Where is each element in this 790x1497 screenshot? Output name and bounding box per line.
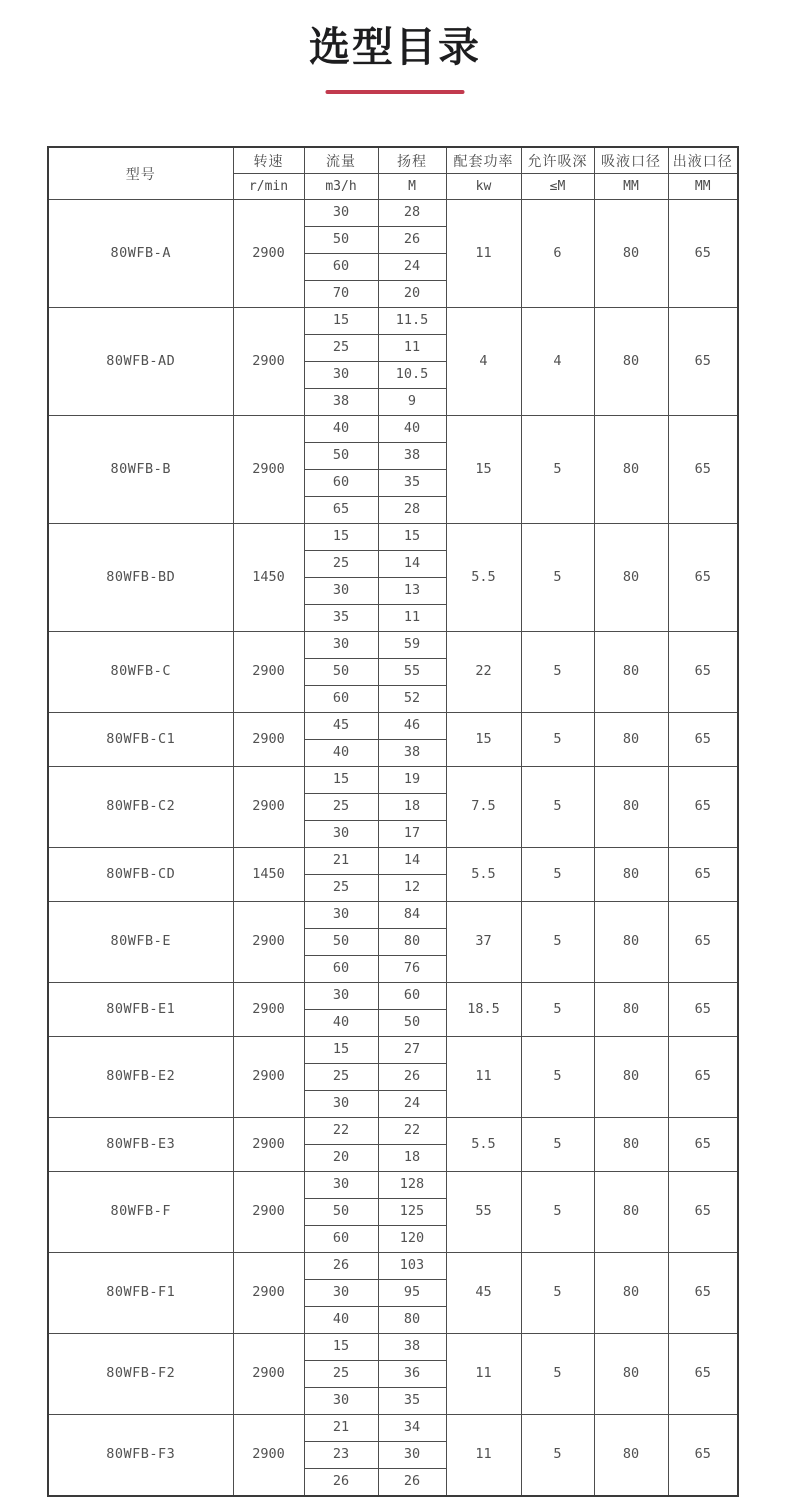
flow-cell: 60 xyxy=(304,470,378,497)
flow-cell: 30 xyxy=(304,902,378,929)
speed-cell: 2900 xyxy=(233,1037,304,1118)
head-cell: 35 xyxy=(378,1388,446,1415)
inlet-cell: 80 xyxy=(594,1334,668,1415)
table-row xyxy=(48,1415,738,1442)
head-cell: 18 xyxy=(378,1145,446,1172)
suction-cell: 5 xyxy=(521,767,594,848)
power-cell: 11 xyxy=(446,200,521,308)
flow-cell: 21 xyxy=(304,1415,378,1442)
outlet-cell: 65 xyxy=(668,1253,738,1334)
inlet-cell: 80 xyxy=(594,983,668,1037)
head-cell: 60 xyxy=(378,983,446,1010)
head-cell: 103 xyxy=(378,1253,446,1280)
suction-cell: 6 xyxy=(521,200,594,308)
inlet-cell: 80 xyxy=(594,713,668,767)
power-cell: 5.5 xyxy=(446,1118,521,1172)
outlet-cell: 65 xyxy=(668,632,738,713)
table-row xyxy=(48,1172,738,1199)
inlet-cell: 80 xyxy=(594,1172,668,1253)
header-head: 扬程 xyxy=(378,147,446,174)
flow-cell: 50 xyxy=(304,929,378,956)
head-cell: 34 xyxy=(378,1415,446,1442)
flow-cell: 65 xyxy=(304,497,378,524)
speed-cell: 2900 xyxy=(233,632,304,713)
flow-cell: 25 xyxy=(304,335,378,362)
outlet-cell: 65 xyxy=(668,848,738,902)
unit-suction: ≤M xyxy=(521,174,594,200)
speed-cell: 2900 xyxy=(233,308,304,416)
suction-cell: 5 xyxy=(521,416,594,524)
model-cell: 80WFB-C2 xyxy=(48,767,233,848)
speed-cell: 2900 xyxy=(233,1253,304,1334)
flow-cell: 70 xyxy=(304,281,378,308)
head-cell: 28 xyxy=(378,200,446,227)
head-cell: 20 xyxy=(378,281,446,308)
flow-cell: 25 xyxy=(304,794,378,821)
head-cell: 11 xyxy=(378,605,446,632)
selection-table xyxy=(47,146,739,1497)
outlet-cell: 65 xyxy=(668,416,738,524)
power-cell: 15 xyxy=(446,416,521,524)
model-cell: 80WFB-F xyxy=(48,1172,233,1253)
flow-cell: 22 xyxy=(304,1118,378,1145)
flow-cell: 50 xyxy=(304,1199,378,1226)
head-cell: 28 xyxy=(378,497,446,524)
head-cell: 12 xyxy=(378,875,446,902)
table-row xyxy=(48,1334,738,1361)
flow-cell: 15 xyxy=(304,308,378,335)
header-flow: 流量 xyxy=(304,147,378,174)
outlet-cell: 65 xyxy=(668,1037,738,1118)
head-cell: 40 xyxy=(378,416,446,443)
head-cell: 24 xyxy=(378,1091,446,1118)
speed-cell: 2900 xyxy=(233,1118,304,1172)
outlet-cell: 65 xyxy=(668,983,738,1037)
suction-cell: 5 xyxy=(521,1172,594,1253)
table-row xyxy=(48,1118,738,1145)
header-model: 型号 xyxy=(48,147,233,200)
outlet-cell: 65 xyxy=(668,1118,738,1172)
outlet-cell: 65 xyxy=(668,767,738,848)
flow-cell: 60 xyxy=(304,254,378,281)
flow-cell: 38 xyxy=(304,389,378,416)
power-cell: 22 xyxy=(446,632,521,713)
flow-cell: 30 xyxy=(304,1172,378,1199)
suction-cell: 4 xyxy=(521,308,594,416)
suction-cell: 5 xyxy=(521,848,594,902)
flow-cell: 60 xyxy=(304,686,378,713)
suction-cell: 5 xyxy=(521,1118,594,1172)
model-cell: 80WFB-AD xyxy=(48,308,233,416)
table-row xyxy=(48,767,738,794)
suction-cell: 5 xyxy=(521,983,594,1037)
power-cell: 11 xyxy=(446,1415,521,1497)
inlet-cell: 80 xyxy=(594,1253,668,1334)
flow-cell: 26 xyxy=(304,1253,378,1280)
outlet-cell: 65 xyxy=(668,524,738,632)
flow-cell: 45 xyxy=(304,713,378,740)
inlet-cell: 80 xyxy=(594,200,668,308)
suction-cell: 5 xyxy=(521,902,594,983)
flow-cell: 25 xyxy=(304,1064,378,1091)
power-cell: 7.5 xyxy=(446,767,521,848)
unit-speed: r/min xyxy=(233,174,304,200)
flow-cell: 30 xyxy=(304,821,378,848)
model-cell: 80WFB-CD xyxy=(48,848,233,902)
page-title: 选型目录 xyxy=(309,24,481,70)
head-cell: 52 xyxy=(378,686,446,713)
flow-cell: 40 xyxy=(304,1010,378,1037)
speed-cell: 2900 xyxy=(233,983,304,1037)
table-row xyxy=(48,713,738,740)
suction-cell: 5 xyxy=(521,1334,594,1415)
header-speed: 转速 xyxy=(233,147,304,174)
power-cell: 55 xyxy=(446,1172,521,1253)
header-power: 配套功率 xyxy=(446,147,521,174)
flow-cell: 40 xyxy=(304,1307,378,1334)
table-row xyxy=(48,902,738,929)
suction-cell: 5 xyxy=(521,713,594,767)
suction-cell: 5 xyxy=(521,524,594,632)
flow-cell: 50 xyxy=(304,659,378,686)
head-cell: 50 xyxy=(378,1010,446,1037)
selection-table-container xyxy=(47,146,737,1497)
head-cell: 128 xyxy=(378,1172,446,1199)
head-cell: 55 xyxy=(378,659,446,686)
flow-cell: 15 xyxy=(304,1334,378,1361)
flow-cell: 30 xyxy=(304,1091,378,1118)
suction-cell: 5 xyxy=(521,1253,594,1334)
table-body xyxy=(48,200,738,1497)
flow-cell: 21 xyxy=(304,848,378,875)
unit-power: kw xyxy=(446,174,521,200)
inlet-cell: 80 xyxy=(594,308,668,416)
model-cell: 80WFB-C xyxy=(48,632,233,713)
unit-inlet: MM xyxy=(594,174,668,200)
head-cell: 26 xyxy=(378,227,446,254)
outlet-cell: 65 xyxy=(668,200,738,308)
head-cell: 13 xyxy=(378,578,446,605)
speed-cell: 2900 xyxy=(233,902,304,983)
inlet-cell: 80 xyxy=(594,1118,668,1172)
speed-cell: 2900 xyxy=(233,713,304,767)
head-cell: 36 xyxy=(378,1361,446,1388)
head-cell: 14 xyxy=(378,551,446,578)
header-row-labels xyxy=(48,147,738,174)
head-cell: 24 xyxy=(378,254,446,281)
power-cell: 45 xyxy=(446,1253,521,1334)
head-cell: 19 xyxy=(378,767,446,794)
flow-cell: 30 xyxy=(304,200,378,227)
head-cell: 11 xyxy=(378,335,446,362)
table-row xyxy=(48,1253,738,1280)
inlet-cell: 80 xyxy=(594,416,668,524)
outlet-cell: 65 xyxy=(668,1415,738,1497)
model-cell: 80WFB-F1 xyxy=(48,1253,233,1334)
outlet-cell: 65 xyxy=(668,308,738,416)
flow-cell: 40 xyxy=(304,416,378,443)
head-cell: 80 xyxy=(378,929,446,956)
flow-cell: 15 xyxy=(304,767,378,794)
inlet-cell: 80 xyxy=(594,632,668,713)
head-cell: 125 xyxy=(378,1199,446,1226)
flow-cell: 20 xyxy=(304,1145,378,1172)
flow-cell: 35 xyxy=(304,605,378,632)
head-cell: 26 xyxy=(378,1064,446,1091)
power-cell: 5.5 xyxy=(446,524,521,632)
inlet-cell: 80 xyxy=(594,902,668,983)
speed-cell: 2900 xyxy=(233,1415,304,1497)
head-cell: 59 xyxy=(378,632,446,659)
power-cell: 4 xyxy=(446,308,521,416)
table-row xyxy=(48,983,738,1010)
unit-head: M xyxy=(378,174,446,200)
power-cell: 15 xyxy=(446,713,521,767)
head-cell: 46 xyxy=(378,713,446,740)
speed-cell: 1450 xyxy=(233,848,304,902)
header-suction: 允许吸深 xyxy=(521,147,594,174)
flow-cell: 30 xyxy=(304,578,378,605)
outlet-cell: 65 xyxy=(668,713,738,767)
model-cell: 80WFB-E xyxy=(48,902,233,983)
flow-cell: 25 xyxy=(304,551,378,578)
power-cell: 11 xyxy=(446,1037,521,1118)
inlet-cell: 80 xyxy=(594,1415,668,1497)
head-cell: 38 xyxy=(378,740,446,767)
header-outlet: 出液口径 xyxy=(668,147,738,174)
unit-flow: m3/h xyxy=(304,174,378,200)
header-inlet: 吸液口径 xyxy=(594,147,668,174)
flow-cell: 30 xyxy=(304,632,378,659)
head-cell: 9 xyxy=(378,389,446,416)
model-cell: 80WFB-C1 xyxy=(48,713,233,767)
suction-cell: 5 xyxy=(521,1415,594,1497)
flow-cell: 50 xyxy=(304,227,378,254)
flow-cell: 30 xyxy=(304,1388,378,1415)
head-cell: 15 xyxy=(378,524,446,551)
speed-cell: 2900 xyxy=(233,1334,304,1415)
inlet-cell: 80 xyxy=(594,767,668,848)
model-cell: 80WFB-F2 xyxy=(48,1334,233,1415)
outlet-cell: 65 xyxy=(668,1334,738,1415)
head-cell: 17 xyxy=(378,821,446,848)
power-cell: 37 xyxy=(446,902,521,983)
head-cell: 14 xyxy=(378,848,446,875)
model-cell: 80WFB-B xyxy=(48,416,233,524)
outlet-cell: 65 xyxy=(668,902,738,983)
table-row xyxy=(48,200,738,227)
speed-cell: 1450 xyxy=(233,524,304,632)
speed-cell: 2900 xyxy=(233,416,304,524)
flow-cell: 25 xyxy=(304,1361,378,1388)
flow-cell: 30 xyxy=(304,362,378,389)
flow-cell: 60 xyxy=(304,1226,378,1253)
head-cell: 22 xyxy=(378,1118,446,1145)
speed-cell: 2900 xyxy=(233,1172,304,1253)
head-cell: 120 xyxy=(378,1226,446,1253)
speed-cell: 2900 xyxy=(233,767,304,848)
speed-cell: 2900 xyxy=(233,200,304,308)
inlet-cell: 80 xyxy=(594,1037,668,1118)
head-cell: 84 xyxy=(378,902,446,929)
power-cell: 18.5 xyxy=(446,983,521,1037)
suction-cell: 5 xyxy=(521,632,594,713)
title-divider xyxy=(326,90,465,94)
model-cell: 80WFB-E1 xyxy=(48,983,233,1037)
inlet-cell: 80 xyxy=(594,848,668,902)
head-cell: 30 xyxy=(378,1442,446,1469)
flow-cell: 15 xyxy=(304,524,378,551)
head-cell: 38 xyxy=(378,443,446,470)
unit-outlet: MM xyxy=(668,174,738,200)
inlet-cell: 80 xyxy=(594,524,668,632)
model-cell: 80WFB-BD xyxy=(48,524,233,632)
flow-cell: 60 xyxy=(304,956,378,983)
head-cell: 26 xyxy=(378,1469,446,1497)
flow-cell: 30 xyxy=(304,983,378,1010)
model-cell: 80WFB-A xyxy=(48,200,233,308)
table-row xyxy=(48,848,738,875)
flow-cell: 25 xyxy=(304,875,378,902)
head-cell: 35 xyxy=(378,470,446,497)
table-row xyxy=(48,308,738,335)
flow-cell: 26 xyxy=(304,1469,378,1497)
table-row xyxy=(48,524,738,551)
head-cell: 27 xyxy=(378,1037,446,1064)
head-cell: 10.5 xyxy=(378,362,446,389)
table-row xyxy=(48,1037,738,1064)
head-cell: 80 xyxy=(378,1307,446,1334)
head-cell: 76 xyxy=(378,956,446,983)
table-row xyxy=(48,632,738,659)
head-cell: 95 xyxy=(378,1280,446,1307)
flow-cell: 30 xyxy=(304,1280,378,1307)
flow-cell: 40 xyxy=(304,740,378,767)
head-cell: 11.5 xyxy=(378,308,446,335)
power-cell: 11 xyxy=(446,1334,521,1415)
model-cell: 80WFB-F3 xyxy=(48,1415,233,1497)
model-cell: 80WFB-E3 xyxy=(48,1118,233,1172)
flow-cell: 23 xyxy=(304,1442,378,1469)
model-cell: 80WFB-E2 xyxy=(48,1037,233,1118)
head-cell: 18 xyxy=(378,794,446,821)
outlet-cell: 65 xyxy=(668,1172,738,1253)
flow-cell: 50 xyxy=(304,443,378,470)
suction-cell: 5 xyxy=(521,1037,594,1118)
table-row xyxy=(48,416,738,443)
flow-cell: 15 xyxy=(304,1037,378,1064)
head-cell: 38 xyxy=(378,1334,446,1361)
power-cell: 5.5 xyxy=(446,848,521,902)
